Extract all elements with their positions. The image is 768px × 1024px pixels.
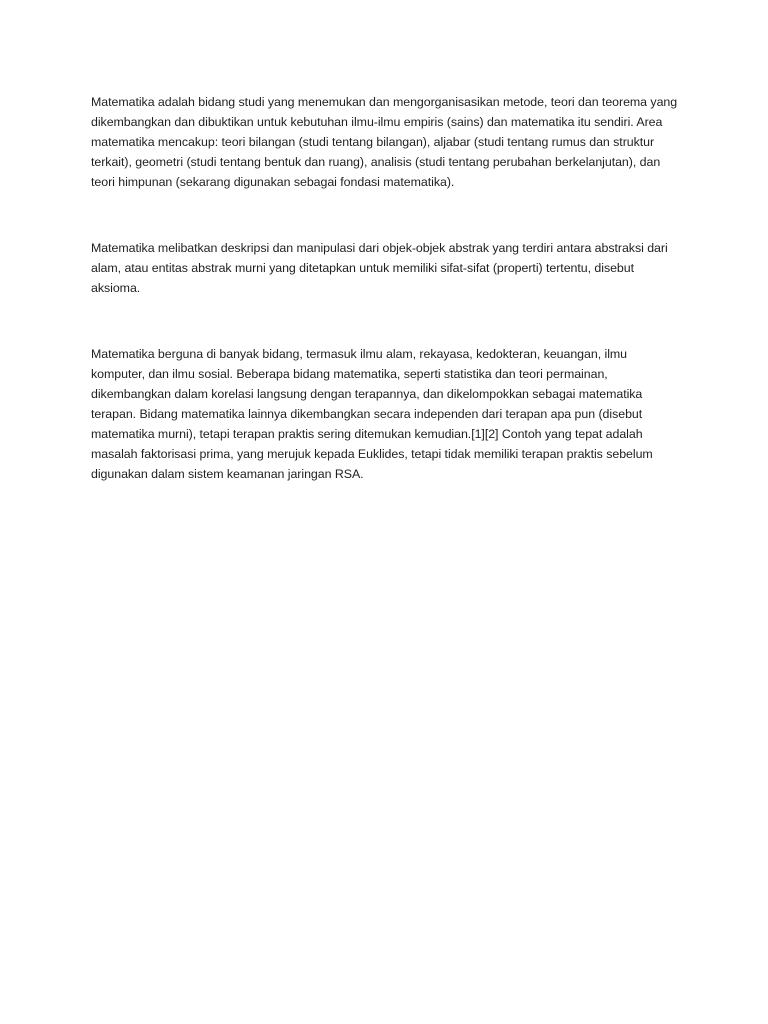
paragraph-applications: Matematika berguna di banyak bidang, termasuk ilmu alam, rekayasa, kedokteran, keuangan, ilmu komputer, dan ilmu sosial. Beberapa bidang matematika, seperti statistika dan teori permainan, dikembangkan dalam korelasi langsung dengan terapannya, dan dikelompokkan sebagai matematika terapan. Bidang matematika lainnya dikembangkan secara independen dari terapan apa pun (disebut matematika murni), tetapi terapan praktis sering ditemukan kemudian.[1][2] Contoh yang tepat adalah masalah faktorisasi prima, yang merujuk kepada Euklides, tetapi tidak memiliki terapan praktis sebelum digunakan dalam sistem keamanan jaringan RSA.: [91, 347, 653, 481]
document-body: [91, 92, 679, 484]
paragraph-abstraction: Matematika melibatkan deskripsi dan manipulasi dari objek-objek abstrak yang terdiri antara abstraksi dari alam, atau entitas abstrak murni yang ditetapkan untuk memiliki sifat-sifat (properti) tertentu, disebut aksioma.: [91, 241, 668, 295]
paragraph-definition: Matematika adalah bidang studi yang menemukan dan mengorganisasikan metode, teori dan teorema yang dikembangkan dan dibuktikan untuk kebutuhan ilmu-ilmu empiris (sains) dan matematika itu sendiri. Area matematika mencakup: teori bilangan (studi tentang bilangan), aljabar (studi tentang rumus dan struktur terkait), geometri (studi tentang bentuk dan ruang), analisis (studi tentang perubahan berkelanjutan), dan teori himpunan (sekarang digunakan sebagai fondasi matematika).: [91, 95, 678, 189]
